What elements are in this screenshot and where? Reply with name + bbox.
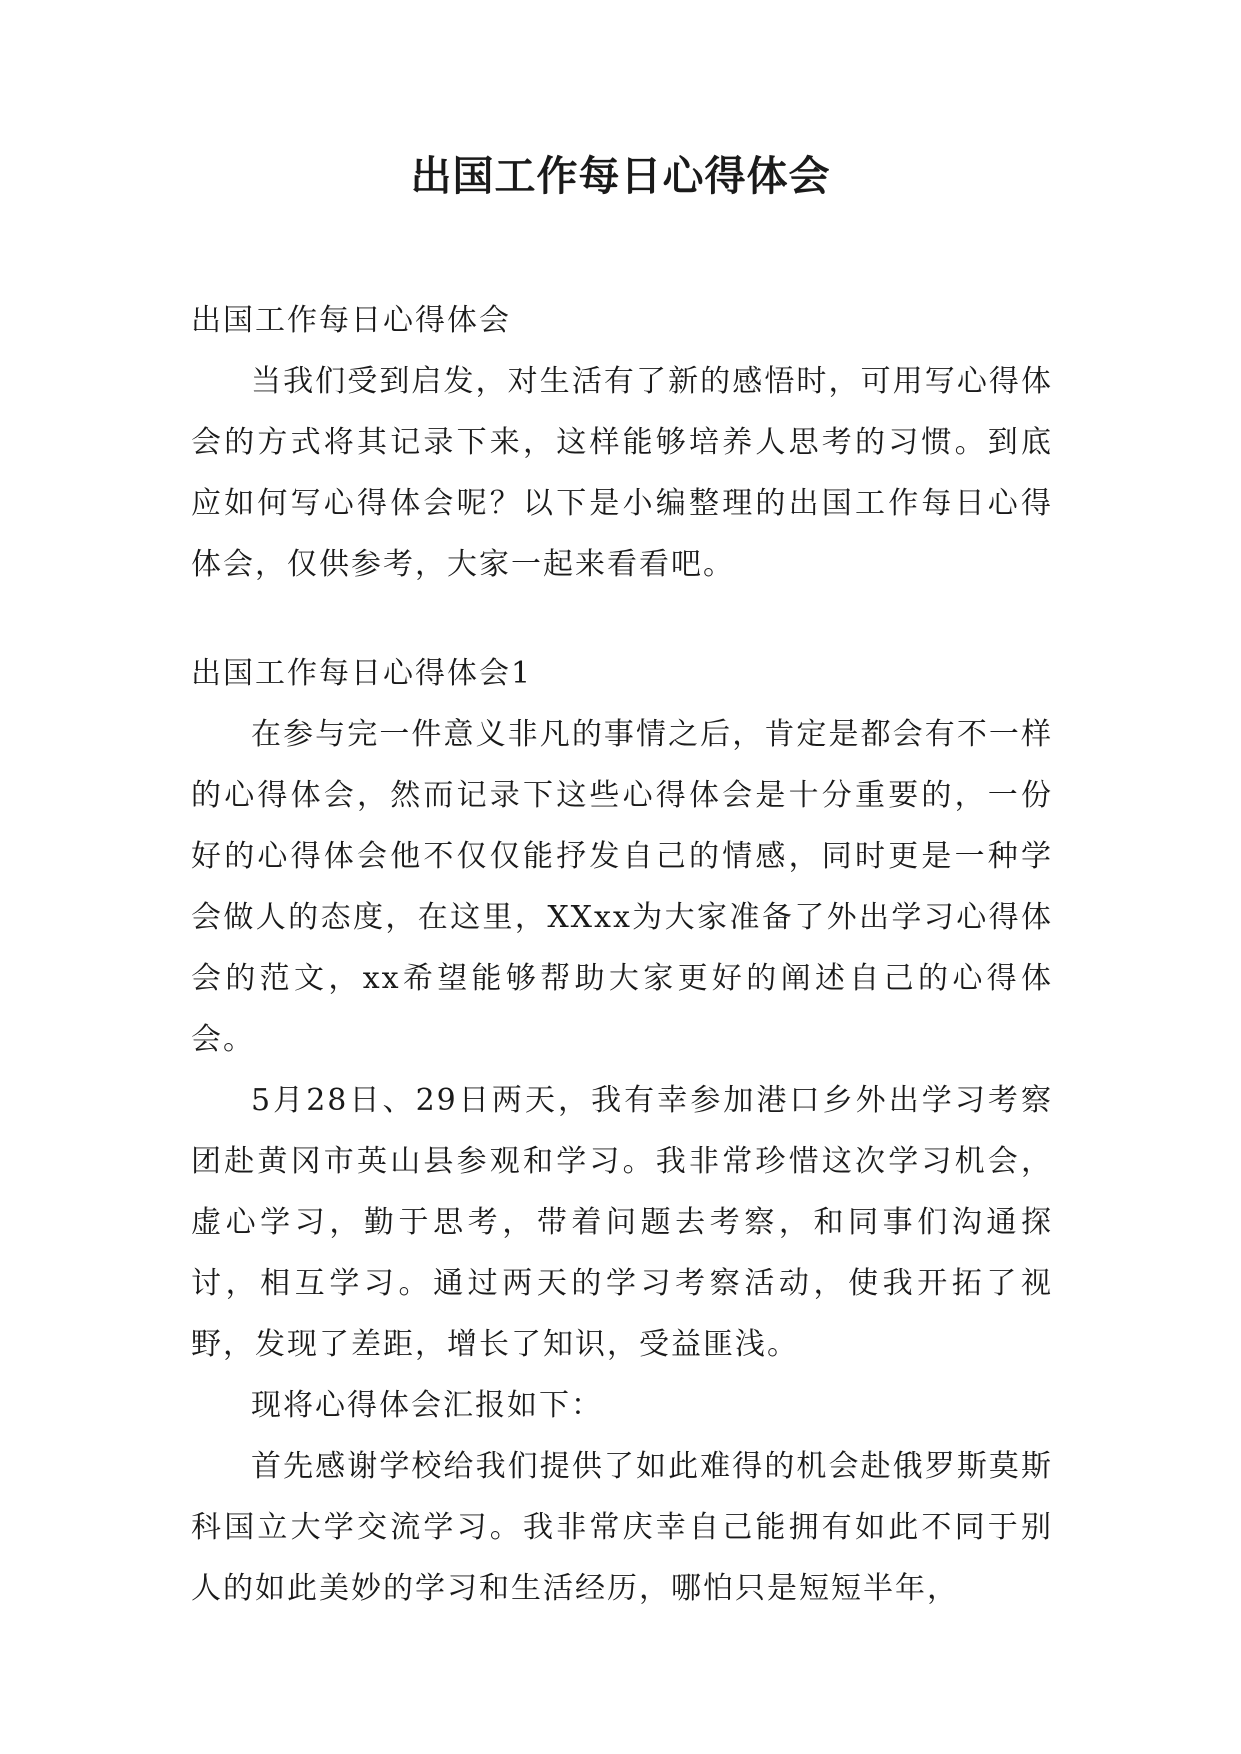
section-spacer: [191, 595, 1053, 643]
section-1-paragraph: 5月28日、29日两天，我有幸参加港口乡外出学习考察团赴黄冈市英山县参观和学习。我非常珍惜这次学习机会，虚心学习，勤于思考，带着问题去考察，和同事们沟通探讨，相互学习。通过两天的学习考察活动，使我开拓了视野，发现了差距，增长了知识，受益匪浅。: [191, 1083, 1053, 1362]
section-1-paragraph: 首先感谢学校给我们提供了如此难得的机会赴俄罗斯莫斯科国立大学交流学习。我非常庆幸自己能拥有如此不同于别人的如此美妙的学习和生活经历，哪怕只是短短半年，: [191, 1449, 1053, 1606]
intro-heading: 出国工作每日心得体会: [191, 303, 511, 338]
document-title: 出国工作每日心得体会: [410, 152, 831, 200]
section-1-paragraph: 现将心得体会汇报如下：: [251, 1388, 603, 1423]
section-1-paragraph: 在参与完一件意义非凡的事情之后，肯定是都会有不一样的心得体会，然而记录下这些心得体会是十分重要的，一份好的心得体会他不仅仅能抒发自己的情感，同时更是一种学会做人的态度，在这里，XXxx为大家准备了外出学习心得体会的范文，xx希望能够帮助大家更好的阐述自己的心得体会。: [191, 717, 1053, 1057]
document-body: [191, 290, 1053, 1619]
intro-paragraph: 当我们受到启发，对生活有了新的感悟时，可用写心得体会的方式将其记录下来，这样能够培养人思考的习惯。到底应如何写心得体会呢？以下是小编整理的出国工作每日心得体会，仅供参考，大家一起来看看吧。: [191, 364, 1053, 582]
section-1-heading: 出国工作每日心得体会1: [191, 656, 533, 691]
